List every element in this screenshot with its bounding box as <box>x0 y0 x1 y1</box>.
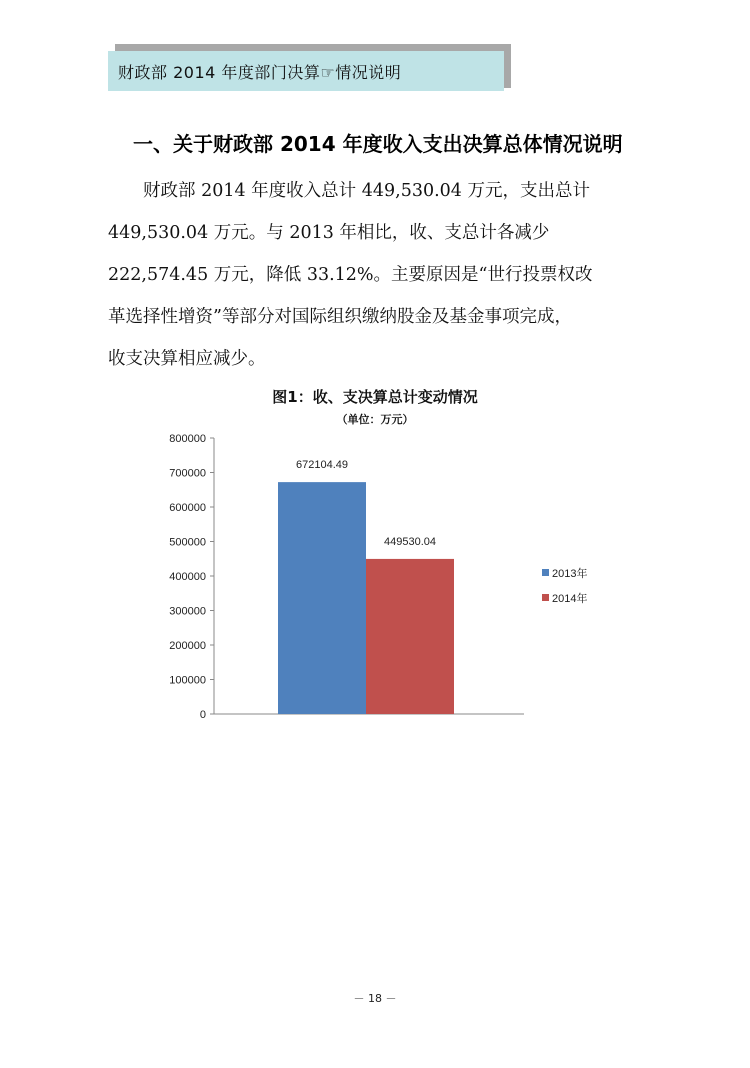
header-title: 财政部 2014 年度部门决算☞情况说明 <box>118 62 402 82</box>
y-tick-label: 800000 <box>169 433 206 445</box>
y-tick-label: 300000 <box>169 605 206 618</box>
chart-title: 图1：收、支决算总计变动情况 <box>272 388 478 406</box>
bar-chart <box>150 428 620 728</box>
bar-2013 <box>278 482 366 714</box>
document-header <box>108 51 504 91</box>
y-tick-label: 0 <box>199 709 206 721</box>
y-tick-label: 100000 <box>169 674 206 687</box>
section-title: 一、关于财政部 2014 年度收入支出决算总体情况说明 <box>133 132 623 156</box>
bar-2014 <box>366 559 454 714</box>
y-tick-label: 200000 <box>169 640 206 652</box>
paragraph-line: 收支决算相应减少。 <box>108 349 266 369</box>
y-tick-label: 500000 <box>169 536 206 549</box>
y-tick-label: 400000 <box>169 571 206 583</box>
page-number: － 18 － <box>353 992 397 1005</box>
y-tick-label: 600000 <box>169 502 206 514</box>
chart-subtitle: （单位：万元） <box>336 413 414 426</box>
legend-swatch <box>542 569 549 576</box>
paragraph-line: 449,530.04 万元。与 2013 年相比，收、支总计各减少 <box>108 223 550 243</box>
body-paragraph <box>108 170 638 380</box>
data-label: 449530.04 <box>384 535 436 548</box>
y-tick-label: 700000 <box>169 467 206 480</box>
paragraph-line: 222,574.45 万元，降低 33.12%。主要原因是“世行投票权改 <box>108 265 593 285</box>
legend-swatch <box>542 594 549 601</box>
paragraph-line: 革选择性增资”等部分对国际组织缴纳股金及基金事项完成， <box>108 307 572 327</box>
data-label: 672104.49 <box>296 459 348 472</box>
paragraph-line: 财政部 2014 年度收入总计 449,530.04 万元，支出总计 <box>143 181 590 201</box>
legend-label: 2014年 <box>552 593 588 605</box>
legend-label: 2013年 <box>552 568 588 580</box>
